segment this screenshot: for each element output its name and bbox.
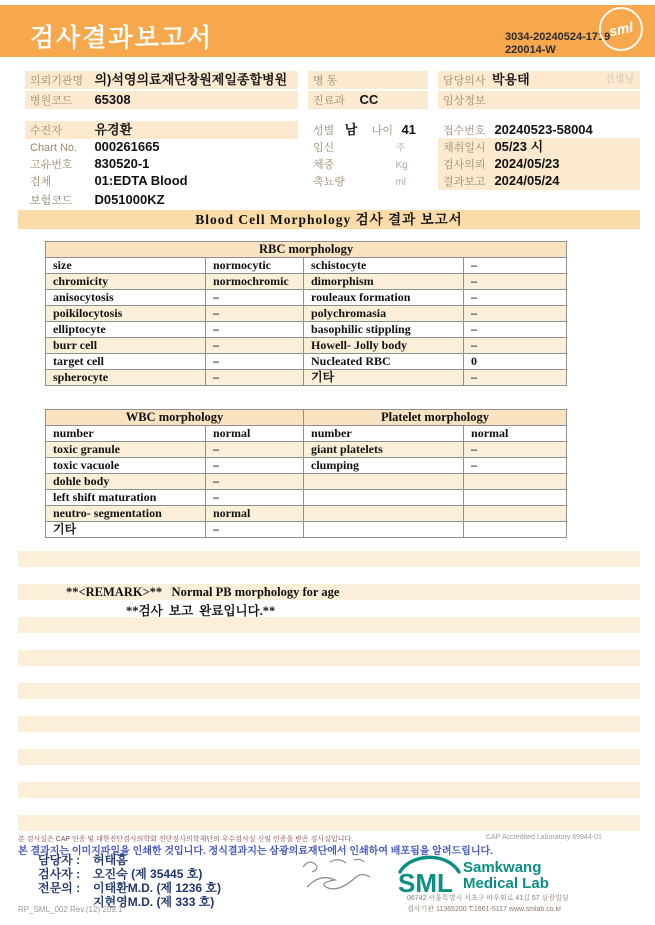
wbc-table-header — [46, 410, 567, 426]
info-row-clinical — [438, 91, 640, 109]
chart-no-value: 000261665 — [94, 139, 160, 154]
patient-value: 유경환 — [94, 122, 133, 137]
sml-name-line1: Samkwang — [463, 859, 542, 876]
cell: – — [206, 442, 304, 458]
table-row — [46, 322, 567, 338]
cell: – — [464, 370, 567, 386]
info-row-pregnancy — [308, 138, 428, 156]
blank-stripe — [18, 749, 640, 765]
cell: normal — [464, 426, 567, 442]
ward-label: 병 동 — [313, 75, 338, 87]
table-row — [46, 458, 567, 474]
receipt-label: 접수번호 — [443, 125, 486, 137]
cell: poikilocytosis — [46, 306, 206, 322]
cell: clumping — [304, 458, 464, 474]
cell: – — [206, 338, 304, 354]
age-value: 41 — [401, 122, 416, 137]
cell: neutro- segmentation — [46, 506, 206, 522]
collect-value: 05/23 시 — [494, 139, 544, 154]
platelet-table-title: Platelet morphology — [304, 410, 567, 426]
cell: 기타 — [304, 370, 464, 386]
info-row-sex-age — [308, 121, 438, 139]
table-row — [46, 370, 567, 386]
weight-unit: Kg — [395, 160, 408, 171]
cell — [304, 506, 464, 522]
info-row-specimen — [25, 172, 298, 190]
info-row-ward — [308, 71, 428, 89]
document-number-line1: 3034-20240524-1719 — [505, 31, 611, 43]
table-row — [46, 274, 567, 290]
cell: toxic vacuole — [46, 458, 206, 474]
cell: toxic granule — [46, 442, 206, 458]
cell: giant platelets — [304, 442, 464, 458]
cell: rouleaux formation — [304, 290, 464, 306]
report-banner-title: Blood Cell Morphology 검사 결과 보고서 — [18, 210, 640, 229]
cap-accredited-note: CAP Accredited Laboratory 69944-01 — [486, 834, 602, 841]
cell: dimorphism — [304, 274, 464, 290]
cell: size — [46, 258, 206, 274]
cell: – — [464, 322, 567, 338]
cell: 기타 — [46, 522, 206, 538]
cell: – — [464, 458, 567, 474]
info-row-insurance — [25, 191, 298, 209]
document-number-line2: 220014-W — [505, 44, 556, 56]
doctor-label: 담당의사 — [443, 75, 486, 87]
cell: chromicity — [46, 274, 206, 290]
cell: – — [206, 354, 304, 370]
sex-value: 남 — [344, 122, 358, 137]
age-label: 나이 — [371, 125, 393, 137]
cell: polychromasia — [304, 306, 464, 322]
info-row-patient — [25, 121, 298, 139]
uid-value: 830520-1 — [94, 156, 150, 171]
cell — [464, 522, 567, 538]
cell: – — [206, 370, 304, 386]
cell: number — [304, 426, 464, 442]
examiner-value: 오진숙 (제 35445 호) — [93, 867, 203, 881]
cell: – — [464, 274, 567, 290]
specimen-value: 01:EDTA Blood — [94, 173, 188, 188]
cell — [464, 506, 567, 522]
blank-stripe — [18, 683, 640, 699]
blank-stripe — [18, 650, 640, 666]
cell: Nucleated RBC — [304, 354, 464, 370]
cell — [304, 490, 464, 506]
wbc-platelet-morphology-table — [45, 409, 567, 538]
specialist-row — [38, 881, 221, 895]
sml-circle-logo-text: sml — [607, 18, 635, 40]
request-value: 2024/05/23 — [494, 156, 560, 171]
cell: 0 — [464, 354, 567, 370]
info-row-receipt — [438, 121, 640, 139]
info-row-uid — [25, 155, 298, 173]
cell: left shift maturation — [46, 490, 206, 506]
pregnancy-unit: 주 — [395, 143, 406, 154]
table-row — [46, 426, 567, 442]
weight-label: 체중 — [313, 159, 335, 171]
specialist-value: 이태환M.D. (제 1236 호) — [93, 881, 221, 895]
sml-name-block — [463, 860, 549, 892]
cell: Howell- Jolly body — [304, 338, 464, 354]
cell: burr cell — [46, 338, 206, 354]
accreditation-note: 본 검사실은 CAP 인증 및 대한진단검사의학회 진단검사의학재단의 우수검사실 신임 인증을 받은 검사실입니다. — [18, 836, 354, 843]
cell: normal — [206, 506, 304, 522]
cell: – — [464, 306, 567, 322]
table-row — [46, 490, 567, 506]
blank-stripe — [18, 815, 640, 831]
cell: target cell — [46, 354, 206, 370]
sml-name-line2: Medical Lab — [463, 875, 549, 892]
cell: basophilic stippling — [304, 322, 464, 338]
table-row — [46, 522, 567, 538]
cell: – — [206, 458, 304, 474]
table-row — [46, 354, 567, 370]
rbc-table-header — [46, 242, 567, 258]
cell: – — [206, 474, 304, 490]
pregnancy-label: 임신 — [313, 142, 335, 154]
form-number: RP_SML_002 Rev.(12) 209.1 — [18, 905, 123, 914]
collect-label: 채취일시 — [443, 142, 486, 154]
blank-stripe — [18, 551, 640, 567]
info-row-doctor — [438, 71, 640, 89]
specimen-label: 검체 — [30, 176, 52, 188]
info-row-urine — [308, 172, 428, 190]
examiner-row — [38, 867, 221, 881]
table-row — [46, 474, 567, 490]
cell: normocytic — [206, 258, 304, 274]
remark-line2: **검사 보고 완료입니다.** — [126, 604, 276, 618]
cell — [304, 474, 464, 490]
dept-value: CC — [359, 92, 379, 107]
org-value: 의)석영의료재단창원제일종합병원 — [94, 72, 288, 87]
lab-contact: 검사기관 11365200 T.1661-5117 www.smlab.co.kr — [407, 906, 562, 913]
cell: – — [206, 490, 304, 506]
doctor-value: 박용태 — [491, 72, 530, 87]
signature-scribble — [295, 857, 385, 900]
org-label: 의뢰기관명 — [30, 75, 84, 87]
uid-label: 고유번호 — [30, 159, 73, 171]
urine-label: 축뇨량 — [313, 176, 345, 188]
chart-no-label: Chart No. — [30, 142, 78, 154]
insurance-label: 보험코드 — [30, 195, 73, 207]
cell: normochromic — [206, 274, 304, 290]
document-number — [505, 31, 610, 57]
table-row — [46, 506, 567, 522]
cell: – — [464, 442, 567, 458]
rbc-morphology-table — [45, 241, 567, 386]
report-date-value: 2024/05/24 — [494, 173, 560, 188]
staff-label: 담당자 : — [38, 853, 81, 867]
info-row-request — [438, 155, 640, 173]
cell: – — [464, 290, 567, 306]
request-label: 검사의뢰 — [443, 159, 486, 171]
examiner-label: 검사자 : — [38, 867, 81, 881]
cell — [464, 490, 567, 506]
page-title: 검사결과보고서 — [30, 24, 214, 52]
cell: normal — [206, 426, 304, 442]
cell: dohle body — [46, 474, 206, 490]
cell: – — [206, 322, 304, 338]
info-row-org — [25, 71, 298, 89]
specialist-value2: 지현영M.D. (제 333 호) — [93, 895, 215, 909]
receipt-value: 20240523-58004 — [494, 122, 593, 137]
info-row-chart-no — [25, 138, 298, 156]
info-row-dept — [308, 91, 428, 109]
info-row-collect — [438, 138, 640, 156]
sex-label: 성별 — [313, 125, 335, 137]
header-bar — [0, 5, 655, 57]
table-row — [46, 290, 567, 306]
cell: – — [464, 338, 567, 354]
dept-label: 진료과 — [313, 95, 345, 107]
hospital-code-value: 65308 — [94, 92, 131, 107]
rbc-table-title: RBC morphology — [46, 242, 567, 258]
info-row-report-date — [438, 172, 640, 190]
cell: – — [464, 258, 567, 274]
cell: – — [206, 306, 304, 322]
cell: elliptocyte — [46, 322, 206, 338]
blank-stripe — [18, 617, 640, 633]
clinical-label: 임상정보 — [443, 95, 486, 107]
info-row-weight — [308, 155, 428, 173]
patient-label: 수진자 — [30, 125, 62, 137]
sml-circle-logo-icon — [599, 7, 643, 51]
print-note: 본 결과지는 이미지파일을 인쇄한 것입니다. 정식결과지는 삼광의료재단에서 인쇄하여 배포됨을 알려드립니다. — [18, 846, 493, 857]
cell — [304, 522, 464, 538]
wbc-table-title: WBC morphology — [46, 410, 304, 426]
urine-unit: ml — [395, 177, 407, 188]
cell: – — [206, 522, 304, 538]
remark-line1: **<REMARK>** Normal PB morphology for age — [66, 585, 340, 599]
cell: number — [46, 426, 206, 442]
cell — [464, 474, 567, 490]
staff-value: 허태흠 — [93, 853, 128, 867]
table-row — [46, 306, 567, 322]
info-row-hospital-code — [25, 91, 298, 109]
report-date-label: 결과보고 — [443, 176, 486, 188]
cell: schistocyte — [304, 258, 464, 274]
sml-logo-text: SML — [398, 868, 453, 896]
staff-names-block — [38, 853, 221, 909]
lab-address: 06742 서울특별시 서초구 바우뫼로 41길 57 삼광빌딩 — [407, 895, 569, 902]
cell: spherocyte — [46, 370, 206, 386]
doctor-suffix: 선생님 — [605, 74, 634, 85]
table-row — [46, 442, 567, 458]
cell: anisocytosis — [46, 290, 206, 306]
staff-row — [38, 853, 221, 867]
specialist-label: 전문의 : — [38, 881, 81, 895]
insurance-value: D051000KZ — [94, 192, 165, 207]
cell: – — [206, 290, 304, 306]
table-row — [46, 338, 567, 354]
blank-stripe — [18, 782, 640, 798]
blank-stripe — [18, 716, 640, 732]
hospital-code-label: 병원코드 — [30, 95, 73, 107]
table-row — [46, 258, 567, 274]
